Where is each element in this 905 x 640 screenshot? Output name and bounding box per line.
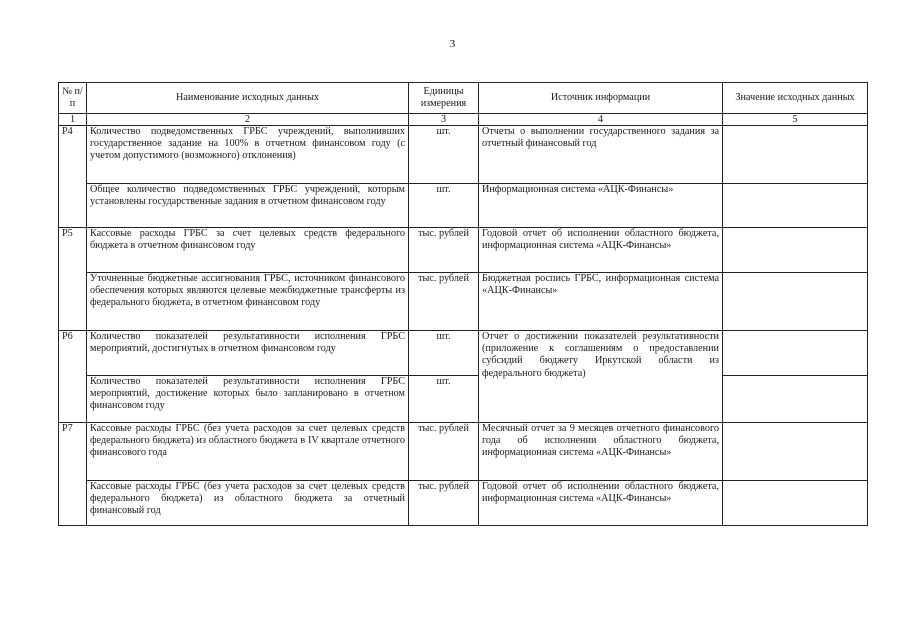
indicator-code: Р6 [59, 331, 87, 423]
table-row [59, 331, 868, 376]
header-num: № п/п [59, 83, 87, 114]
table-row [59, 273, 868, 331]
indicator-code: Р5 [59, 228, 87, 331]
value-cell [723, 184, 868, 228]
unit-cell: тыс. рублей [409, 273, 479, 331]
source-cell: Годовой отчет об исполнении областного бюджета, информационная система «АЦК-Финансы» [479, 228, 723, 273]
table-row [59, 423, 868, 481]
table-row [59, 184, 868, 228]
value-cell [723, 331, 868, 376]
data-name-cell: Кассовые расходы ГРБС за счет целевых средств федерального бюджета в отчетном финансовом году [87, 228, 409, 273]
value-cell [723, 228, 868, 273]
header-name: Наименование исходных данных [87, 83, 409, 114]
value-cell [723, 481, 868, 526]
data-name-cell: Количество показателей результативности исполнения ГРБС мероприятий, достигнутых в отчетном финансовом году [87, 331, 409, 376]
source-data-table [58, 82, 868, 526]
data-name-cell: Уточненные бюджетные ассигнования ГРБС, источником финансового обеспечения которых являются целевые межбюджетные трансферты из федерального бюджета, в отчетном финансовом году [87, 273, 409, 331]
data-name-cell: Количество подведомственных ГРБС учреждений, выполнивших государственное задание на 100% в отчетном финансовом году (с учетом допустимого (возможного) отклонения) [87, 126, 409, 184]
data-name-cell: Общее количество подведомственных ГРБС учреждений, которым установлены государственные задания в отчетном финансовом году [87, 184, 409, 228]
unit-cell: шт. [409, 376, 479, 423]
source-cell: Информационная система «АЦК-Финансы» [479, 184, 723, 228]
unit-cell: шт. [409, 184, 479, 228]
unit-cell: тыс. рублей [409, 481, 479, 526]
value-cell [723, 423, 868, 481]
header-unit: Единицы измерения [409, 83, 479, 114]
value-cell [723, 273, 868, 331]
data-name-cell: Кассовые расходы ГРБС (без учета расходов за счет целевых средств федерального бюджета) из областного бюджета за отчетный финансовый год [87, 481, 409, 526]
table-row [59, 228, 868, 273]
header-value: Значение исходных данных [723, 83, 868, 114]
source-cell: Отчет о достижении показателей результативности (приложение к соглашениям о предоставлении субсидий бюджету Иркутской области из федерального бюджета) [479, 331, 723, 423]
table-row [59, 126, 868, 184]
value-cell [723, 376, 868, 423]
col-number: 5 [723, 114, 868, 126]
unit-cell: тыс. рублей [409, 228, 479, 273]
data-name-cell: Кассовые расходы ГРБС (без учета расходов за счет целевых средств федерального бюджета) из областного бюджета в IV квартале отчетного финансового года [87, 423, 409, 481]
col-number: 4 [479, 114, 723, 126]
table-row [59, 481, 868, 526]
header-source: Источник информации [479, 83, 723, 114]
source-cell: Месячный отчет за 9 месяцев отчетного финансового года об исполнении областного бюджета, информационная система «АЦК-Финансы» [479, 423, 723, 481]
col-number: 2 [87, 114, 409, 126]
col-number: 3 [409, 114, 479, 126]
unit-cell: тыс. рублей [409, 423, 479, 481]
source-cell: Отчеты о выполнении государственного задания за отчетный финансовый год [479, 126, 723, 184]
indicator-code: Р7 [59, 423, 87, 526]
value-cell [723, 126, 868, 184]
header-row [59, 83, 868, 114]
indicator-code: Р4 [59, 126, 87, 228]
table-row [59, 376, 868, 423]
unit-cell: шт. [409, 126, 479, 184]
source-cell: Бюджетная роспись ГРБС, информационная система «АЦК-Финансы» [479, 273, 723, 331]
source-cell: Годовой отчет об исполнении областного бюджета, информационная система «АЦК-Финансы» [479, 481, 723, 526]
unit-cell: шт. [409, 331, 479, 376]
page-number: 3 [449, 38, 456, 50]
col-number: 1 [59, 114, 87, 126]
data-name-cell: Количество показателей результативности исполнения ГРБС мероприятий, достижение которых было запланировано в отчетном финансовом году [87, 376, 409, 423]
column-number-row [59, 114, 868, 126]
